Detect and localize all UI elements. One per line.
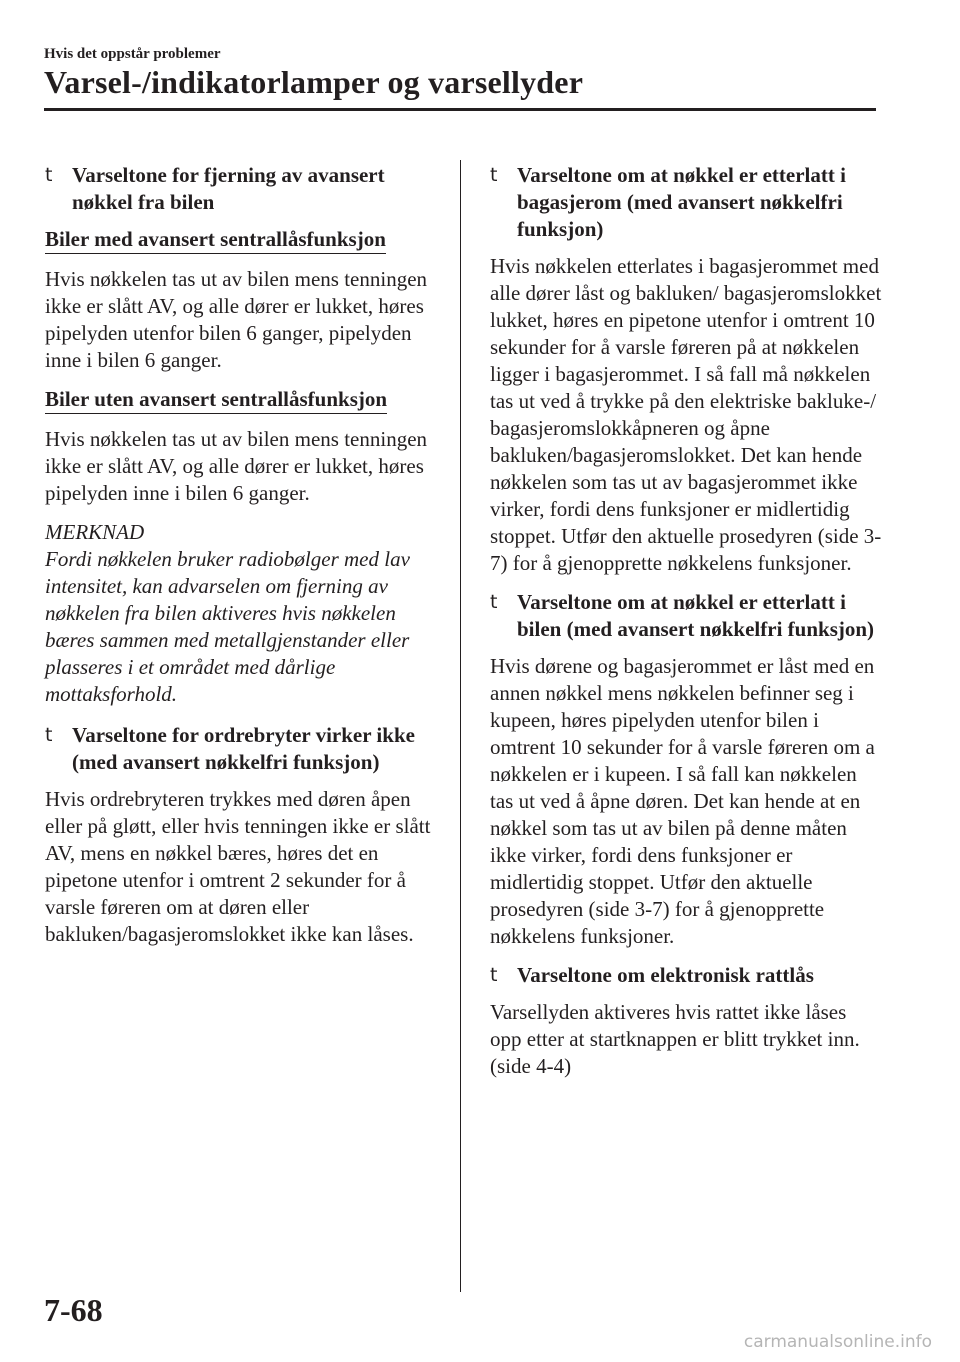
bullet-icon: t (45, 724, 53, 746)
section-heading: t Varseltone for fjerning av avansert nøkkel fra bilen (45, 163, 385, 214)
paragraph: Hvis dørene og bagasjerommet er låst med en annen nøkkel mens nøkkelen befinner seg i kupeen, høres pipelyden utenfor bilen i omtrent 10 sekunder for å varsle føreren om a nøkkelen er i kupeen. I så fall kan nøkkelen tas ut ved å åpne døren. Det kan hende at en nøkkel som tas ut av bilen på denne måten ikke virker, fordi dens funksjoner er midlertidig stoppet. Utfør den aktuelle prosedyren (side 3-7) for å gjenopprette nøkkelens funksjoner. (490, 654, 875, 948)
column-divider (460, 160, 461, 1292)
subheading: Biler med avansert sentrallåsfunksjon (45, 226, 386, 254)
chapter-label: Hvis det oppstår problemer (44, 46, 221, 62)
paragraph: Hvis nøkkelen tas ut av bilen mens tenningen ikke er slått AV, og alle dører er lukket, høres pipelyden inne i bilen 6 ganger. (45, 427, 428, 505)
subheading: Biler uten avansert sentrallåsfunksjon (45, 386, 387, 414)
bullet-icon: t (490, 164, 498, 186)
left-column (45, 162, 437, 960)
paragraph: Hvis ordrebryteren trykkes med døren åpen eller på gløtt, eller hvis tenningen ikke er slått AV, mens en nøkkel bæres, høres det en pipetone utenfor i omtrent 2 sekunder for å varsle føreren om at døren eller bakluken/bagasjeromslokket ikke kan låses. (45, 787, 431, 946)
paragraph: Hvis nøkkelen tas ut av bilen mens tenningen ikke er slått AV, og alle dører er lukket, høres pipelyden utenfor bilen 6 ganger, pipelyden inne i bilen 6 ganger. (45, 267, 428, 372)
section-heading: t Varseltone for ordrebryter virker ikke (med avansert nøkkelfri funksjon) (45, 723, 415, 774)
paragraph: Hvis nøkkelen etterlates i bagasjerommet med alle dører låst og bakluken/ bagasjeromslokket lukket, høres en pipetone utenfor i omtrent 10 sekunder for å varsle føreren på at nøkkelen ligger i bagasjerommet. I så fall må nøkkelen tas ut ved å trykke på den elektriske bakluke-/ bagasjeromslokkåpneren og åpne bakluken/bagasjeromslokket. Det kan hende nøkkelen som tas ut av bagasjerommet ikke virker, fordi dens funksjoner er midlertidig stoppet. Utfør den aktuelle prosedyren (side 3-7) for å gjenopprette nøkkelens funksjoner. (490, 254, 882, 575)
page-number: 7-68 (44, 1292, 103, 1328)
paragraph: Varsellyden aktiveres hvis rattet ikke låses opp etter at startknappen er blitt trykket inn. (side 4-4) (490, 1000, 860, 1078)
right-column (490, 162, 882, 1092)
note-title: MERKNAD (45, 520, 145, 544)
section-heading: t Varseltone om at nøkkel er etterlatt i bilen (med avansert nøkkelfri funksjon) (490, 590, 875, 641)
bullet-icon: t (490, 964, 498, 986)
note-body: Fordi nøkkelen bruker radiobølger med lav intensitet, kan advarselen om fjerning av nøkkelen fra bilen aktiveres hvis nøkkelen bæres sammen med metallgjenstander eller plasseres i et området med dårlige mottaksforhold. (45, 547, 410, 706)
section-heading: t Varseltone om at nøkkel er etterlatt i bagasjerom (med avansert nøkkelfri funksjon) (490, 163, 846, 241)
section-heading: t Varseltone om elektronisk rattlås (490, 963, 814, 987)
bullet-icon: t (490, 591, 498, 613)
header-divider (44, 108, 876, 111)
page-title: Varsel-/indikatorlamper og varsellyder (44, 64, 584, 100)
watermark: carmanualsonline.info (743, 1332, 932, 1352)
bullet-icon: t (45, 164, 53, 186)
